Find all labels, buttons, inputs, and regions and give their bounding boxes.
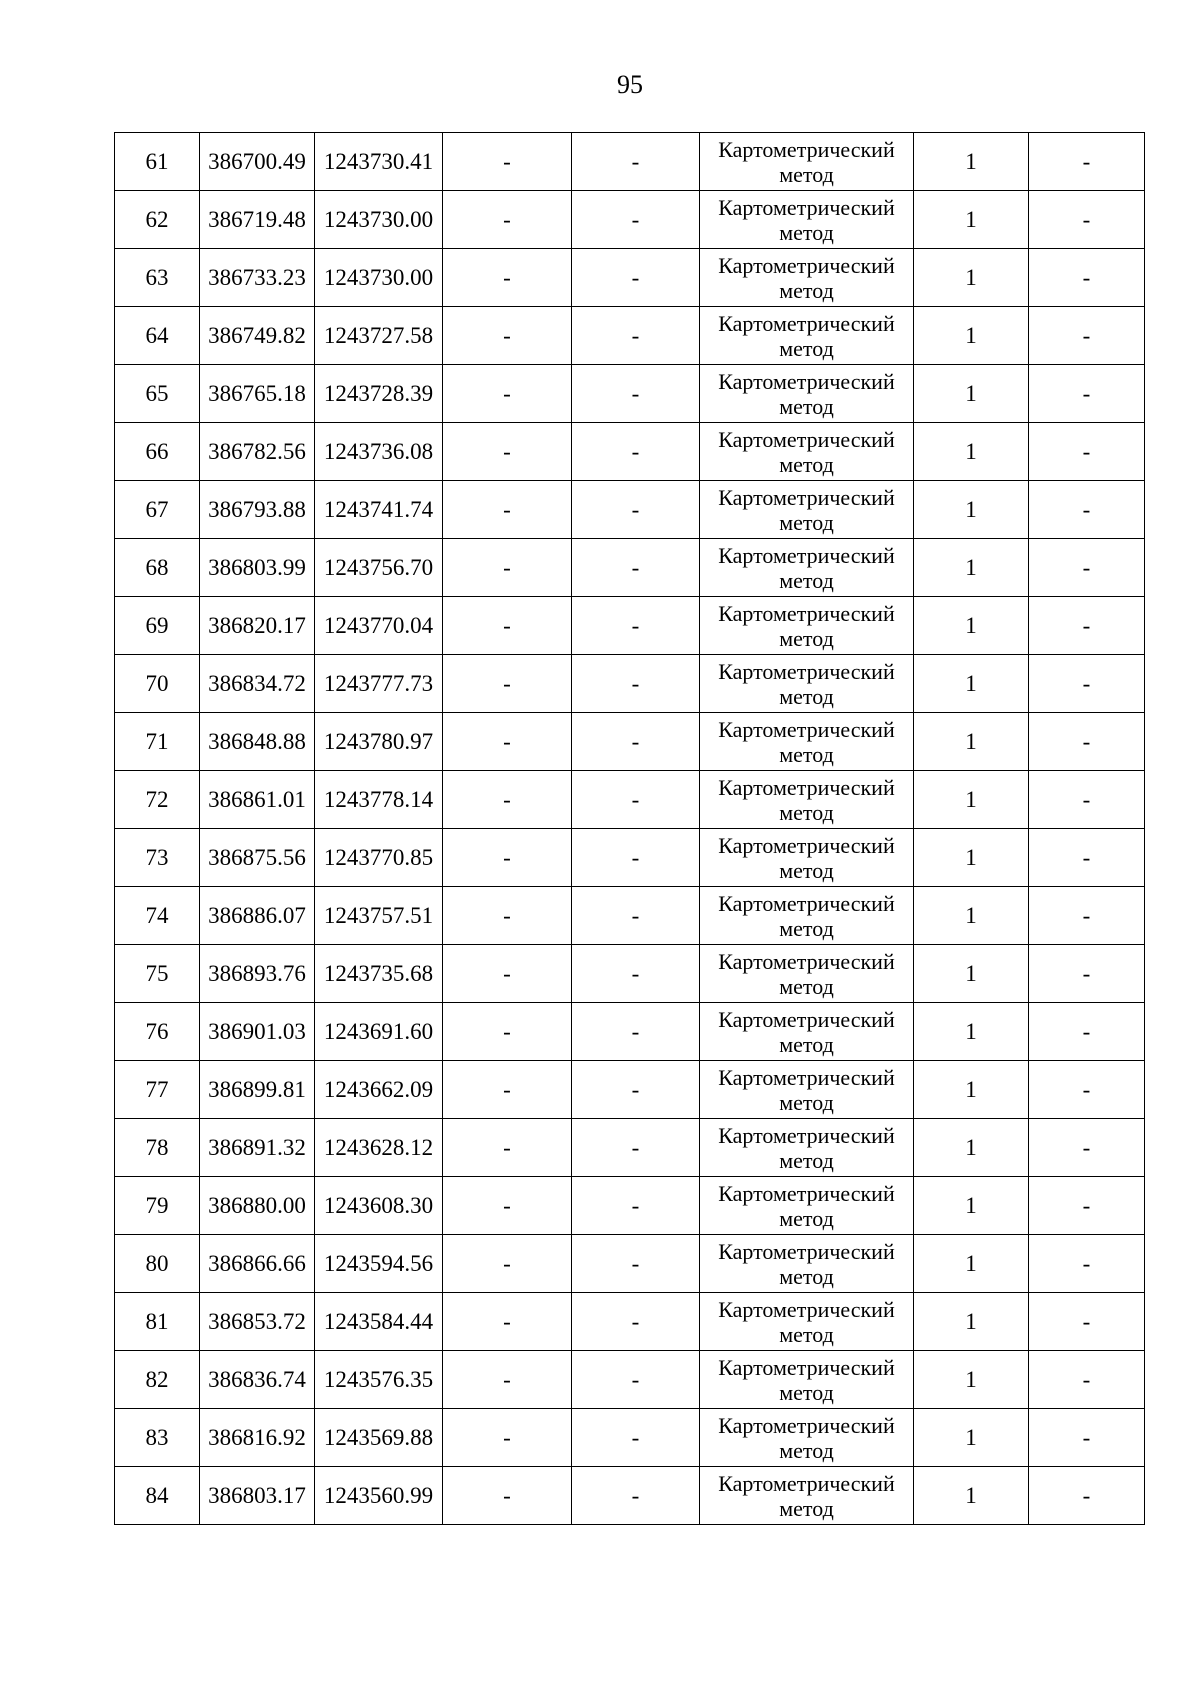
x-coordinate-cell: 386765.18 <box>200 365 315 423</box>
empty-cell-2: - <box>572 307 700 365</box>
point-number-cell: 63 <box>115 249 200 307</box>
x-coordinate-cell: 386875.56 <box>200 829 315 887</box>
point-number-cell: 74 <box>115 887 200 945</box>
empty-cell-3: - <box>1029 1351 1145 1409</box>
empty-cell-2: - <box>572 365 700 423</box>
y-coordinate-cell: 1243741.74 <box>315 481 443 539</box>
x-coordinate-cell: 386880.00 <box>200 1177 315 1235</box>
x-coordinate-cell: 386719.48 <box>200 191 315 249</box>
method-cell: Картометрический метод <box>700 887 914 945</box>
empty-cell-3: - <box>1029 133 1145 191</box>
x-coordinate-cell: 386749.82 <box>200 307 315 365</box>
empty-cell-2: - <box>572 1293 700 1351</box>
empty-cell-1: - <box>443 249 572 307</box>
x-coordinate-cell: 386793.88 <box>200 481 315 539</box>
empty-cell-1: - <box>443 829 572 887</box>
point-number-cell: 66 <box>115 423 200 481</box>
accuracy-cell: 1 <box>914 1467 1029 1525</box>
empty-cell-3: - <box>1029 1061 1145 1119</box>
accuracy-cell: 1 <box>914 1293 1029 1351</box>
table-row <box>115 191 1145 249</box>
empty-cell-3: - <box>1029 249 1145 307</box>
table-row <box>115 1467 1145 1525</box>
method-cell: Картометрический метод <box>700 655 914 713</box>
point-number-cell: 77 <box>115 1061 200 1119</box>
empty-cell-2: - <box>572 771 700 829</box>
method-cell: Картометрический метод <box>700 365 914 423</box>
point-number-cell: 76 <box>115 1003 200 1061</box>
x-coordinate-cell: 386886.07 <box>200 887 315 945</box>
empty-cell-2: - <box>572 539 700 597</box>
empty-cell-2: - <box>572 1119 700 1177</box>
table-row <box>115 1177 1145 1235</box>
method-cell: Картометрический метод <box>700 539 914 597</box>
y-coordinate-cell: 1243662.09 <box>315 1061 443 1119</box>
empty-cell-3: - <box>1029 1119 1145 1177</box>
y-coordinate-cell: 1243560.99 <box>315 1467 443 1525</box>
point-number-cell: 81 <box>115 1293 200 1351</box>
empty-cell-1: - <box>443 887 572 945</box>
y-coordinate-cell: 1243576.35 <box>315 1351 443 1409</box>
method-cell: Картометрический метод <box>700 713 914 771</box>
point-number-cell: 72 <box>115 771 200 829</box>
accuracy-cell: 1 <box>914 945 1029 1003</box>
point-number-cell: 70 <box>115 655 200 713</box>
empty-cell-3: - <box>1029 481 1145 539</box>
empty-cell-1: - <box>443 1003 572 1061</box>
x-coordinate-cell: 386893.76 <box>200 945 315 1003</box>
table-row <box>115 539 1145 597</box>
coordinates-table <box>114 132 1145 1525</box>
empty-cell-1: - <box>443 1351 572 1409</box>
point-number-cell: 83 <box>115 1409 200 1467</box>
method-cell: Картометрический метод <box>700 1467 914 1525</box>
method-cell: Картометрический метод <box>700 191 914 249</box>
empty-cell-3: - <box>1029 887 1145 945</box>
empty-cell-1: - <box>443 539 572 597</box>
empty-cell-1: - <box>443 1235 572 1293</box>
method-cell: Картометрический метод <box>700 1293 914 1351</box>
point-number-cell: 61 <box>115 133 200 191</box>
y-coordinate-cell: 1243728.39 <box>315 365 443 423</box>
method-cell: Картометрический метод <box>700 1409 914 1467</box>
empty-cell-1: - <box>443 1467 572 1525</box>
accuracy-cell: 1 <box>914 1235 1029 1293</box>
method-cell: Картометрический метод <box>700 249 914 307</box>
table-row <box>115 1061 1145 1119</box>
table-row <box>115 133 1145 191</box>
page-number: 95 <box>617 70 643 99</box>
y-coordinate-cell: 1243778.14 <box>315 771 443 829</box>
y-coordinate-cell: 1243735.68 <box>315 945 443 1003</box>
x-coordinate-cell: 386782.56 <box>200 423 315 481</box>
empty-cell-3: - <box>1029 365 1145 423</box>
y-coordinate-cell: 1243727.58 <box>315 307 443 365</box>
point-number-cell: 80 <box>115 1235 200 1293</box>
accuracy-cell: 1 <box>914 887 1029 945</box>
empty-cell-3: - <box>1029 539 1145 597</box>
accuracy-cell: 1 <box>914 133 1029 191</box>
method-cell: Картометрический метод <box>700 423 914 481</box>
y-coordinate-cell: 1243777.73 <box>315 655 443 713</box>
y-coordinate-cell: 1243780.97 <box>315 713 443 771</box>
point-number-cell: 75 <box>115 945 200 1003</box>
empty-cell-2: - <box>572 829 700 887</box>
empty-cell-3: - <box>1029 655 1145 713</box>
empty-cell-2: - <box>572 191 700 249</box>
point-number-cell: 73 <box>115 829 200 887</box>
table-row <box>115 249 1145 307</box>
accuracy-cell: 1 <box>914 481 1029 539</box>
y-coordinate-cell: 1243736.08 <box>315 423 443 481</box>
empty-cell-3: - <box>1029 1235 1145 1293</box>
point-number-cell: 65 <box>115 365 200 423</box>
empty-cell-1: - <box>443 655 572 713</box>
accuracy-cell: 1 <box>914 1003 1029 1061</box>
empty-cell-3: - <box>1029 597 1145 655</box>
empty-cell-1: - <box>443 191 572 249</box>
method-cell: Картометрический метод <box>700 1061 914 1119</box>
empty-cell-3: - <box>1029 829 1145 887</box>
empty-cell-1: - <box>443 597 572 655</box>
table-row <box>115 307 1145 365</box>
y-coordinate-cell: 1243608.30 <box>315 1177 443 1235</box>
point-number-cell: 69 <box>115 597 200 655</box>
x-coordinate-cell: 386866.66 <box>200 1235 315 1293</box>
y-coordinate-cell: 1243628.12 <box>315 1119 443 1177</box>
empty-cell-3: - <box>1029 191 1145 249</box>
method-cell: Картометрический метод <box>700 597 914 655</box>
empty-cell-2: - <box>572 887 700 945</box>
empty-cell-1: - <box>443 133 572 191</box>
empty-cell-1: - <box>443 365 572 423</box>
table-row <box>115 1409 1145 1467</box>
x-coordinate-cell: 386733.23 <box>200 249 315 307</box>
empty-cell-2: - <box>572 713 700 771</box>
empty-cell-1: - <box>443 1119 572 1177</box>
method-cell: Картометрический метод <box>700 133 914 191</box>
method-cell: Картометрический метод <box>700 1235 914 1293</box>
empty-cell-2: - <box>572 249 700 307</box>
accuracy-cell: 1 <box>914 423 1029 481</box>
empty-cell-2: - <box>572 597 700 655</box>
method-cell: Картометрический метод <box>700 1351 914 1409</box>
empty-cell-1: - <box>443 1061 572 1119</box>
table-row <box>115 1235 1145 1293</box>
y-coordinate-cell: 1243770.85 <box>315 829 443 887</box>
x-coordinate-cell: 386700.49 <box>200 133 315 191</box>
table-row <box>115 829 1145 887</box>
empty-cell-3: - <box>1029 1003 1145 1061</box>
empty-cell-2: - <box>572 1177 700 1235</box>
x-coordinate-cell: 386861.01 <box>200 771 315 829</box>
table-body <box>115 133 1145 1525</box>
accuracy-cell: 1 <box>914 1351 1029 1409</box>
y-coordinate-cell: 1243756.70 <box>315 539 443 597</box>
accuracy-cell: 1 <box>914 1061 1029 1119</box>
table-row <box>115 1293 1145 1351</box>
x-coordinate-cell: 386834.72 <box>200 655 315 713</box>
method-cell: Картометрический метод <box>700 1003 914 1061</box>
table-row <box>115 1119 1145 1177</box>
empty-cell-1: - <box>443 713 572 771</box>
y-coordinate-cell: 1243730.41 <box>315 133 443 191</box>
empty-cell-3: - <box>1029 423 1145 481</box>
empty-cell-1: - <box>443 1177 572 1235</box>
point-number-cell: 62 <box>115 191 200 249</box>
table-row <box>115 713 1145 771</box>
method-cell: Картометрический метод <box>700 1177 914 1235</box>
table-row <box>115 655 1145 713</box>
point-number-cell: 84 <box>115 1467 200 1525</box>
x-coordinate-cell: 386901.03 <box>200 1003 315 1061</box>
empty-cell-1: - <box>443 945 572 1003</box>
accuracy-cell: 1 <box>914 771 1029 829</box>
x-coordinate-cell: 386803.99 <box>200 539 315 597</box>
accuracy-cell: 1 <box>914 1119 1029 1177</box>
point-number-cell: 71 <box>115 713 200 771</box>
empty-cell-2: - <box>572 133 700 191</box>
empty-cell-2: - <box>572 1003 700 1061</box>
method-cell: Картометрический метод <box>700 829 914 887</box>
accuracy-cell: 1 <box>914 1177 1029 1235</box>
point-number-cell: 82 <box>115 1351 200 1409</box>
method-cell: Картометрический метод <box>700 771 914 829</box>
y-coordinate-cell: 1243691.60 <box>315 1003 443 1061</box>
accuracy-cell: 1 <box>914 307 1029 365</box>
point-number-cell: 79 <box>115 1177 200 1235</box>
method-cell: Картометрический метод <box>700 307 914 365</box>
empty-cell-3: - <box>1029 307 1145 365</box>
empty-cell-3: - <box>1029 1467 1145 1525</box>
empty-cell-1: - <box>443 423 572 481</box>
y-coordinate-cell: 1243584.44 <box>315 1293 443 1351</box>
accuracy-cell: 1 <box>914 597 1029 655</box>
empty-cell-3: - <box>1029 713 1145 771</box>
table-row <box>115 423 1145 481</box>
empty-cell-2: - <box>572 423 700 481</box>
x-coordinate-cell: 386820.17 <box>200 597 315 655</box>
accuracy-cell: 1 <box>914 539 1029 597</box>
accuracy-cell: 1 <box>914 365 1029 423</box>
point-number-cell: 78 <box>115 1119 200 1177</box>
accuracy-cell: 1 <box>914 1409 1029 1467</box>
x-coordinate-cell: 386836.74 <box>200 1351 315 1409</box>
point-number-cell: 68 <box>115 539 200 597</box>
x-coordinate-cell: 386891.32 <box>200 1119 315 1177</box>
table-row <box>115 365 1145 423</box>
accuracy-cell: 1 <box>914 713 1029 771</box>
empty-cell-1: - <box>443 1409 572 1467</box>
table-row <box>115 945 1145 1003</box>
x-coordinate-cell: 386803.17 <box>200 1467 315 1525</box>
y-coordinate-cell: 1243730.00 <box>315 249 443 307</box>
empty-cell-2: - <box>572 1235 700 1293</box>
empty-cell-3: - <box>1029 945 1145 1003</box>
empty-cell-1: - <box>443 481 572 539</box>
empty-cell-3: - <box>1029 1409 1145 1467</box>
y-coordinate-cell: 1243770.04 <box>315 597 443 655</box>
y-coordinate-cell: 1243730.00 <box>315 191 443 249</box>
method-cell: Картометрический метод <box>700 1119 914 1177</box>
empty-cell-2: - <box>572 481 700 539</box>
empty-cell-2: - <box>572 945 700 1003</box>
accuracy-cell: 1 <box>914 191 1029 249</box>
table-row <box>115 1351 1145 1409</box>
table-row <box>115 887 1145 945</box>
table-row <box>115 1003 1145 1061</box>
empty-cell-3: - <box>1029 1293 1145 1351</box>
y-coordinate-cell: 1243594.56 <box>315 1235 443 1293</box>
accuracy-cell: 1 <box>914 829 1029 887</box>
empty-cell-2: - <box>572 655 700 713</box>
empty-cell-2: - <box>572 1467 700 1525</box>
table-row <box>115 481 1145 539</box>
empty-cell-3: - <box>1029 771 1145 829</box>
empty-cell-1: - <box>443 307 572 365</box>
empty-cell-2: - <box>572 1061 700 1119</box>
accuracy-cell: 1 <box>914 655 1029 713</box>
empty-cell-1: - <box>443 771 572 829</box>
table-row <box>115 597 1145 655</box>
method-cell: Картометрический метод <box>700 945 914 1003</box>
method-cell: Картометрический метод <box>700 481 914 539</box>
x-coordinate-cell: 386816.92 <box>200 1409 315 1467</box>
x-coordinate-cell: 386848.88 <box>200 713 315 771</box>
y-coordinate-cell: 1243569.88 <box>315 1409 443 1467</box>
point-number-cell: 64 <box>115 307 200 365</box>
x-coordinate-cell: 386899.81 <box>200 1061 315 1119</box>
empty-cell-2: - <box>572 1409 700 1467</box>
empty-cell-2: - <box>572 1351 700 1409</box>
empty-cell-3: - <box>1029 1177 1145 1235</box>
accuracy-cell: 1 <box>914 249 1029 307</box>
table-row <box>115 771 1145 829</box>
y-coordinate-cell: 1243757.51 <box>315 887 443 945</box>
point-number-cell: 67 <box>115 481 200 539</box>
x-coordinate-cell: 386853.72 <box>200 1293 315 1351</box>
empty-cell-1: - <box>443 1293 572 1351</box>
